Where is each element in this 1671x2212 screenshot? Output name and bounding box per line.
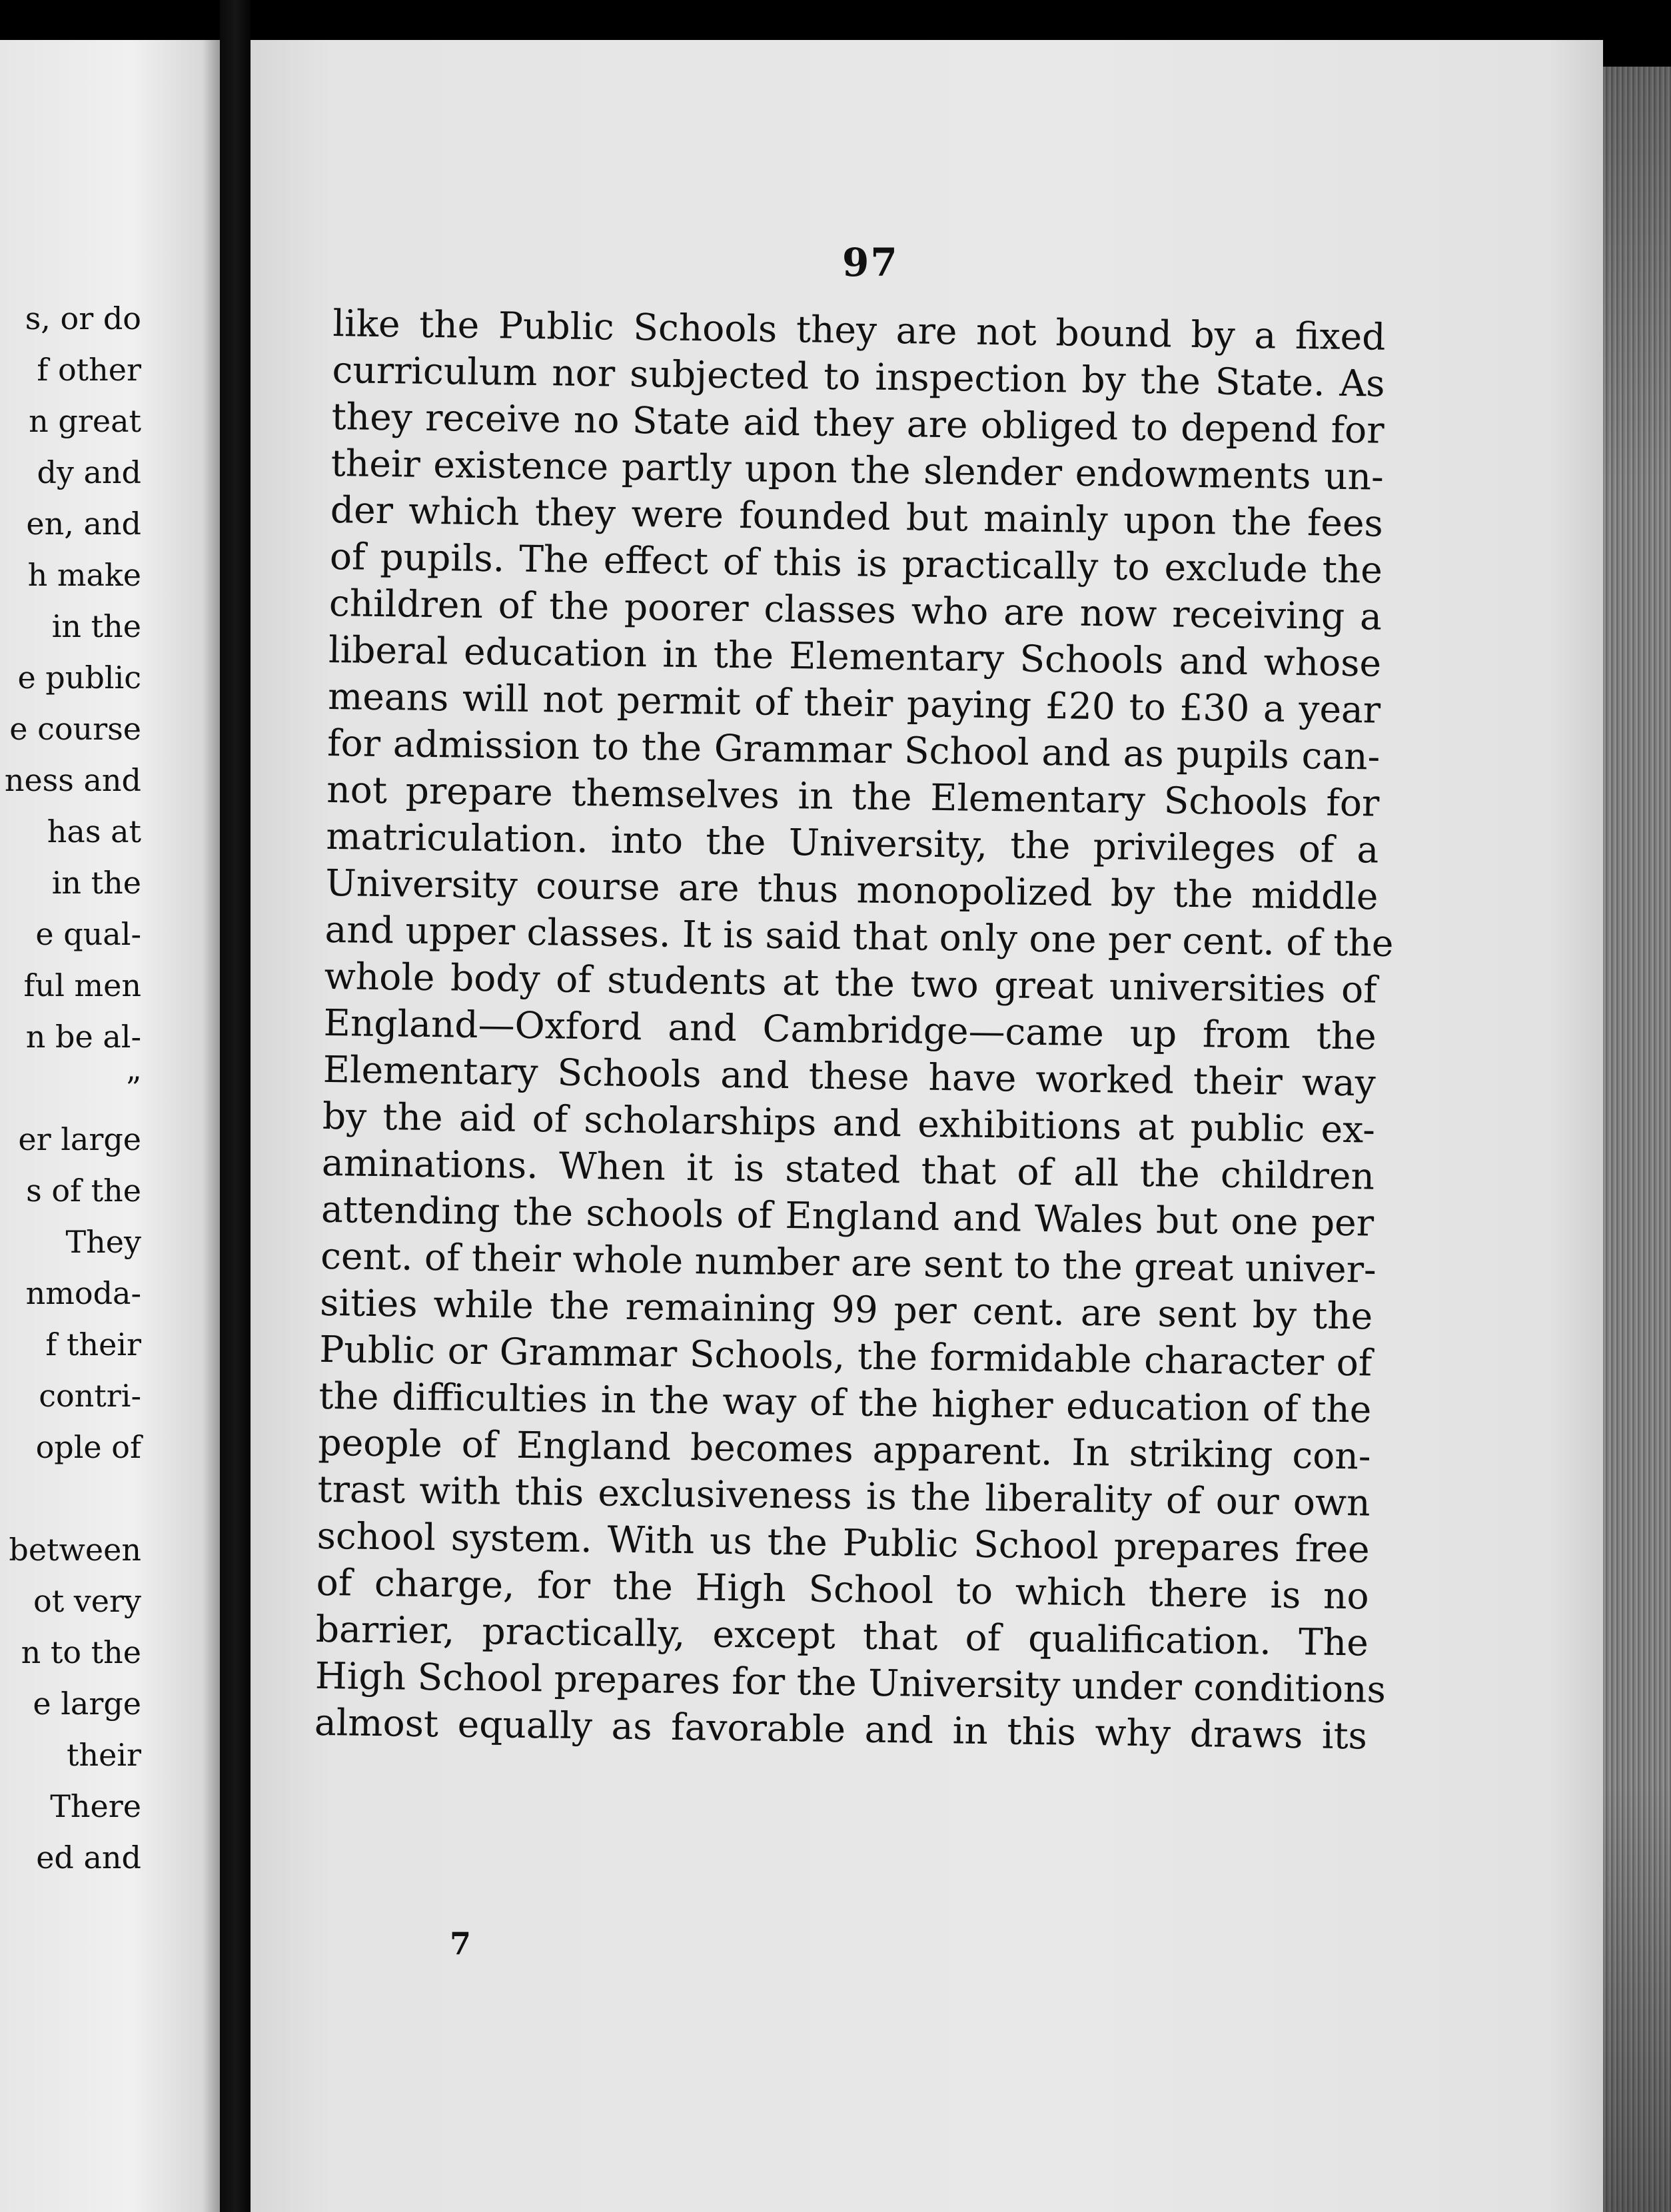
text-line: sities while the remaining 99 per cent. are sent by the xyxy=(319,1281,1373,1338)
book-gutter xyxy=(220,0,251,2212)
left-text-line: e qual- xyxy=(35,916,141,952)
text-line: their existence partly upon the slender endowments un- xyxy=(330,441,1385,498)
text-line: by the aid of scholarships and exhibitions at public ex- xyxy=(322,1094,1376,1151)
text-line: school system. With us the Public School prepares free xyxy=(316,1514,1371,1571)
left-text-line: ness and xyxy=(4,762,141,798)
left-text-line: n be al- xyxy=(25,1019,141,1055)
text-line: Elementary Schools and these have worked their way xyxy=(322,1047,1377,1105)
left-text-line: has at xyxy=(47,814,141,849)
text-line: the difficulties in the way of the higher education of the xyxy=(318,1374,1372,1431)
text-line: England—Oxford and Cambridge—came up from the xyxy=(323,1001,1377,1058)
left-text-line: There xyxy=(50,1788,141,1824)
left-text-line: ” xyxy=(125,1070,141,1106)
text-line: High School prepares for the University under conditions xyxy=(314,1654,1387,1711)
left-text-line: dy and xyxy=(37,454,141,490)
text-line: der which they were founded but mainly upon the fees xyxy=(330,488,1384,545)
text-line: whole body of students at the two great universities of xyxy=(324,954,1377,1011)
signature-mark: 7 xyxy=(450,1926,472,1961)
page-number: 97 xyxy=(842,240,899,285)
text-line: not prepare themselves in the Elementary Schools for xyxy=(326,768,1380,825)
left-text-line: between xyxy=(9,1532,141,1568)
left-text-line: h make xyxy=(27,557,141,593)
left-text-line: in the xyxy=(51,608,141,644)
left-text-line: ople of xyxy=(35,1429,141,1465)
left-text-line: n to the xyxy=(21,1634,141,1670)
text-line: attending the schools of England and Wales but one per xyxy=(320,1187,1375,1245)
left-text-line: s, or do xyxy=(25,300,141,336)
left-text-line: f other xyxy=(37,352,141,388)
text-line: like the Public Schools they are not bound by a fixed xyxy=(332,301,1386,358)
left-text-line: n great xyxy=(29,403,141,439)
text-line: of charge, for the High School to which there is no xyxy=(316,1560,1370,1618)
left-text-line: their xyxy=(66,1737,141,1773)
left-text-line: They xyxy=(65,1224,141,1260)
text-line: of pupils. The effect of this is practically to exclude the xyxy=(329,534,1383,592)
text-line: they receive no State aid they are obliged to depend for xyxy=(331,394,1385,452)
left-text-line: nmoda- xyxy=(25,1275,141,1311)
text-line: people of England becomes apparent. In striking con- xyxy=(318,1420,1371,1478)
text-line: aminations. When it is stated that of all the children xyxy=(321,1141,1375,1198)
left-text-line: e public xyxy=(17,660,141,696)
text-line: matriculation. into the University, the privileges of a xyxy=(326,814,1379,871)
text-line: trast with this exclusiveness is the liberality of our own xyxy=(317,1467,1371,1524)
page-edges-stack xyxy=(1603,67,1671,2212)
text-line: almost equally as favorable and in this why draws its xyxy=(314,1700,1368,1758)
text-line: children of the poorer classes who are now receiving a xyxy=(328,581,1383,638)
left-text-line: ful men xyxy=(23,967,141,1003)
page-body-text xyxy=(314,300,1394,1759)
left-text-line: s of the xyxy=(26,1173,141,1209)
left-text-line: in the xyxy=(51,865,141,901)
text-line: liberal education in the Elementary Schools and whose xyxy=(328,628,1382,685)
left-facing-page xyxy=(0,40,220,2212)
text-line: curriculum nor subjected to inspection by the State. As xyxy=(332,348,1385,405)
text-line: University course are thus monopolized by the middle xyxy=(325,861,1379,918)
text-line: for admission to the Grammar School and as pupils can- xyxy=(326,721,1381,778)
text-line: and upper classes. It is said that only one per cent. of the xyxy=(324,907,1394,965)
left-text-line xyxy=(5,1473,141,1524)
text-line: cent. of their whole number are sent to the great univer- xyxy=(320,1234,1377,1291)
text-line: means will not permit of their paying £20 to £30 a year xyxy=(327,674,1381,732)
left-text-line: f their xyxy=(45,1327,141,1363)
left-text-line: ed and xyxy=(36,1840,141,1876)
text-line: barrier, practically, except that of qualification. The xyxy=(315,1607,1369,1664)
text-line: Public or Grammar Schools, the formidable character of xyxy=(318,1327,1373,1384)
left-page-text xyxy=(5,293,141,1884)
left-text-line: ot very xyxy=(33,1583,141,1619)
left-text-line: contri- xyxy=(39,1378,141,1414)
left-text-line: e course xyxy=(9,711,141,747)
left-text-line: en, and xyxy=(26,506,141,542)
left-text-line: e large xyxy=(33,1686,141,1722)
left-text-line: er large xyxy=(18,1121,141,1157)
